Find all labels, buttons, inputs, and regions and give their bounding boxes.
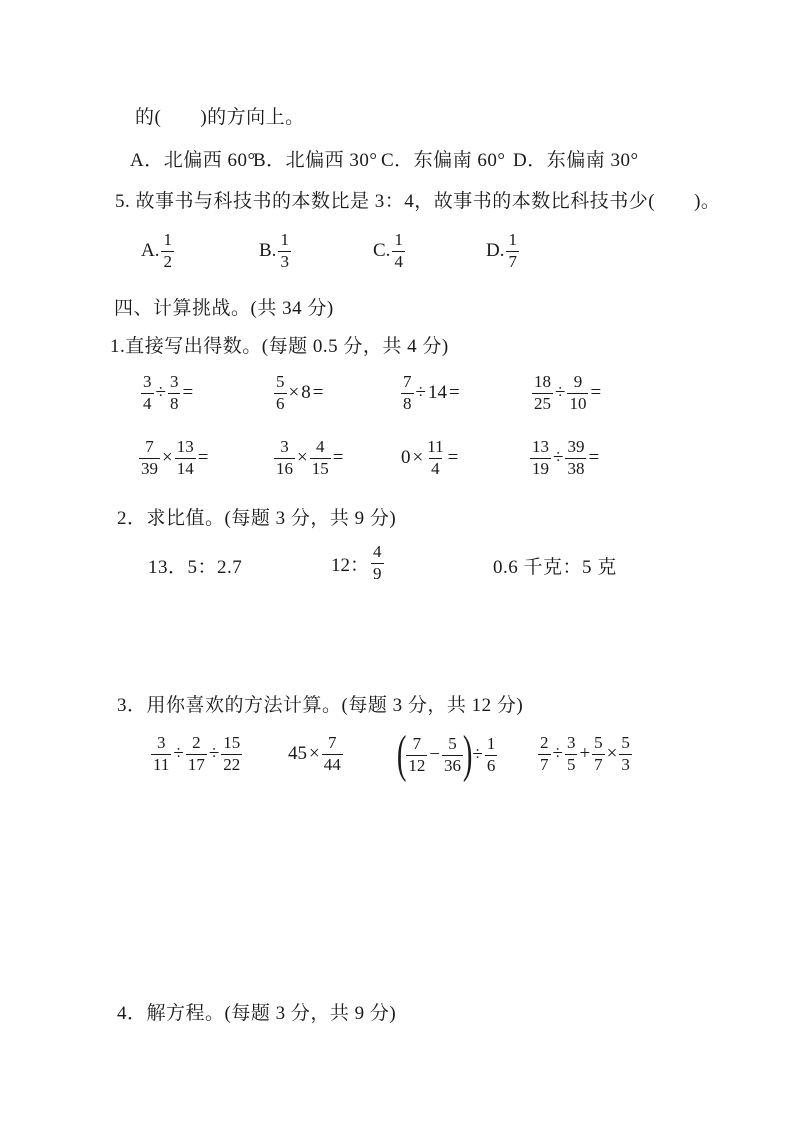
calc-expression: [400, 372, 461, 414]
fraction-denominator: 3: [280, 251, 289, 271]
fraction-denominator: 7: [508, 251, 517, 271]
calc-expression: [529, 437, 600, 479]
fraction: [505, 230, 520, 272]
fraction-numerator: 5: [621, 733, 630, 752]
direction-option-c: C．东偏南 60°: [381, 150, 506, 171]
question5-option-d: [485, 230, 520, 272]
direction-option-d: D．东偏南 30°: [513, 150, 639, 171]
fraction-denominator: 4: [394, 251, 403, 271]
fraction: [564, 437, 587, 479]
direction-option-b: B．北偏西 30°: [253, 150, 378, 171]
part1-title: 1.直接写出得数。(每题 0.5 分，共 4 分): [110, 336, 449, 357]
math-token: 12：: [331, 554, 370, 576]
part4-title: 4．解方程。(每题 3 分，共 9 分): [117, 1003, 397, 1024]
part3-title: 3．用你喜欢的方法计算。(每题 3 分，共 12 分): [117, 695, 524, 716]
fraction: [185, 733, 208, 775]
fraction-numerator: 7: [145, 437, 154, 456]
fraction: [484, 734, 499, 776]
fraction-denominator: 7: [594, 754, 603, 774]
fraction-denominator: 39: [141, 458, 158, 478]
fraction: [564, 733, 579, 775]
fraction-denominator: 11: [153, 754, 170, 774]
fraction-numerator: 15: [223, 733, 241, 752]
fraction-denominator: 16: [276, 458, 293, 478]
fraction-denominator: 17: [187, 754, 205, 774]
fraction-numerator: 1: [486, 733, 496, 753]
section4-title: 四、计算挑战。(共 34 分): [114, 298, 334, 319]
question5-option-a: [140, 230, 175, 272]
fraction: [273, 372, 288, 414]
calc-expression: [273, 372, 324, 414]
fraction-numerator: 3: [566, 733, 576, 752]
fraction: [309, 437, 332, 479]
question5-option-b: [258, 230, 292, 272]
math-token: −: [429, 744, 441, 765]
fraction-denominator: 38: [567, 458, 585, 478]
math-token: ÷: [553, 447, 564, 469]
fraction: [167, 372, 182, 414]
fraction: [140, 372, 155, 414]
fraction-denominator: 4: [143, 393, 152, 413]
fraction: [220, 733, 243, 775]
fraction-denominator: 44: [323, 754, 341, 774]
fraction-denominator: 25: [534, 393, 551, 413]
fraction-numerator: 3: [156, 733, 166, 752]
fraction-denominator: 12: [408, 755, 426, 775]
calc-expression: [400, 437, 459, 479]
math-token: ÷: [415, 382, 426, 404]
fraction-denominator: 7: [540, 754, 549, 774]
fraction-numerator: 7: [412, 733, 422, 753]
fraction: [138, 437, 161, 479]
fraction: [273, 437, 296, 479]
fraction: [160, 230, 175, 272]
math-token: ×: [162, 447, 173, 469]
math-token: ÷: [155, 382, 166, 404]
fraction-denominator: 3: [621, 754, 630, 774]
fraction: [618, 733, 633, 775]
math-token: ×: [309, 743, 320, 765]
fraction-numerator: 3: [280, 437, 289, 456]
math-token: 8: [301, 382, 311, 404]
fraction: [370, 542, 385, 584]
fraction-numerator: 7: [327, 733, 337, 752]
math-token: ×: [297, 447, 308, 469]
fraction-denominator: 8: [403, 393, 412, 413]
fraction-numerator: 2: [192, 733, 201, 752]
ratio-item: [330, 542, 385, 584]
math-token: B.: [259, 240, 277, 262]
fraction-denominator: 22: [223, 754, 241, 774]
fraction: [531, 372, 554, 414]
calc-expression: [138, 437, 209, 479]
fraction-numerator: 3: [169, 372, 179, 391]
math-token: ×: [412, 447, 424, 469]
fraction-denominator: 14: [176, 458, 194, 478]
math-token: ÷: [555, 382, 566, 404]
big-parenthesis: ): [462, 726, 473, 783]
ratio-item: 13．5：2.7: [148, 557, 243, 578]
fraction-numerator: 18: [534, 372, 551, 391]
math-token: =: [182, 382, 194, 404]
fraction-numerator: 39: [567, 437, 585, 456]
fraction-denominator: 6: [276, 393, 285, 413]
math-token: 14: [427, 382, 447, 404]
part2-title: 2．求比值。(每题 3 分，共 9 分): [117, 508, 397, 529]
math-token: ×: [288, 382, 300, 404]
ratio-item: 0.6 千克：5 克: [493, 557, 617, 578]
fraction-denominator: 10: [569, 393, 587, 413]
math-token: ÷: [552, 743, 563, 765]
math-token: =: [312, 382, 324, 404]
fraction-denominator: 2: [163, 251, 172, 271]
math-token: =: [448, 382, 460, 404]
fraction: [529, 437, 552, 479]
calc-expression: [273, 437, 344, 479]
fraction: [441, 734, 464, 776]
math-token: ÷: [173, 743, 184, 765]
fraction-numerator: 1: [508, 230, 517, 249]
fraction-numerator: 1: [280, 230, 289, 249]
math-token: =: [332, 447, 344, 469]
fraction-numerator: 1: [163, 230, 172, 249]
fraction: [591, 733, 606, 775]
math-token: ×: [606, 743, 618, 765]
math-token: +: [579, 743, 591, 765]
fraction: [424, 437, 446, 479]
fraction-numerator: 5: [448, 733, 457, 753]
fraction: [150, 733, 172, 775]
fraction: [174, 437, 197, 479]
fraction-numerator: 2: [540, 733, 549, 752]
fraction-numerator: 5: [276, 372, 285, 391]
big-parenthesis: (: [396, 726, 407, 783]
direction-option-a: A．北偏西 60°: [130, 150, 256, 171]
method-expression: [150, 733, 243, 775]
fraction-denominator: 5: [566, 754, 576, 774]
fraction-numerator: 7: [403, 372, 412, 391]
fraction-numerator: 4: [373, 542, 382, 561]
math-token: =: [588, 447, 600, 469]
math-token: ÷: [472, 744, 483, 765]
fraction-denominator: 4: [431, 458, 440, 478]
fraction-numerator: 3: [143, 372, 152, 391]
fraction-numerator: 5: [594, 733, 603, 752]
fraction: [405, 734, 428, 776]
calc-expression: [531, 372, 602, 414]
fraction-denominator: 19: [532, 458, 549, 478]
math-token: 45: [288, 743, 307, 765]
math-token: ÷: [208, 743, 220, 765]
fraction: [321, 733, 344, 775]
math-token: A.: [141, 240, 160, 262]
fraction-numerator: 9: [573, 372, 583, 391]
fraction-numerator: 13: [176, 437, 194, 456]
fraction-denominator: 8: [169, 393, 179, 413]
method-expression: [287, 733, 344, 775]
math-token: C.: [373, 240, 391, 262]
fraction-denominator: 36: [444, 755, 462, 775]
fraction-denominator: 6: [486, 755, 496, 775]
fraction: [400, 372, 415, 414]
fraction-numerator: 13: [532, 437, 549, 456]
direction-question-stem-tail: 的( )的方向上。: [135, 107, 305, 128]
fraction-denominator: 9: [373, 563, 382, 583]
math-token: 0: [401, 447, 411, 469]
fraction-numerator: 1: [394, 230, 403, 249]
fraction-denominator: 15: [311, 458, 329, 478]
fraction-numerator: 4: [315, 437, 325, 456]
fraction: [391, 230, 406, 272]
calc-expression: [140, 372, 194, 414]
method-expression: [398, 727, 498, 783]
method-expression: [537, 733, 633, 775]
math-token: =: [590, 382, 602, 404]
question5-option-c: [372, 230, 406, 272]
math-token: =: [447, 447, 459, 469]
fraction: [277, 230, 292, 272]
fraction: [566, 372, 589, 414]
math-token: =: [197, 447, 209, 469]
fraction: [537, 733, 552, 775]
math-token: D.: [486, 240, 505, 262]
question5-stem: 5. 故事书与科技书的本数比是 3：4，故事书的本数比科技书少( )。: [115, 191, 721, 212]
fraction-numerator: 11: [427, 437, 444, 456]
